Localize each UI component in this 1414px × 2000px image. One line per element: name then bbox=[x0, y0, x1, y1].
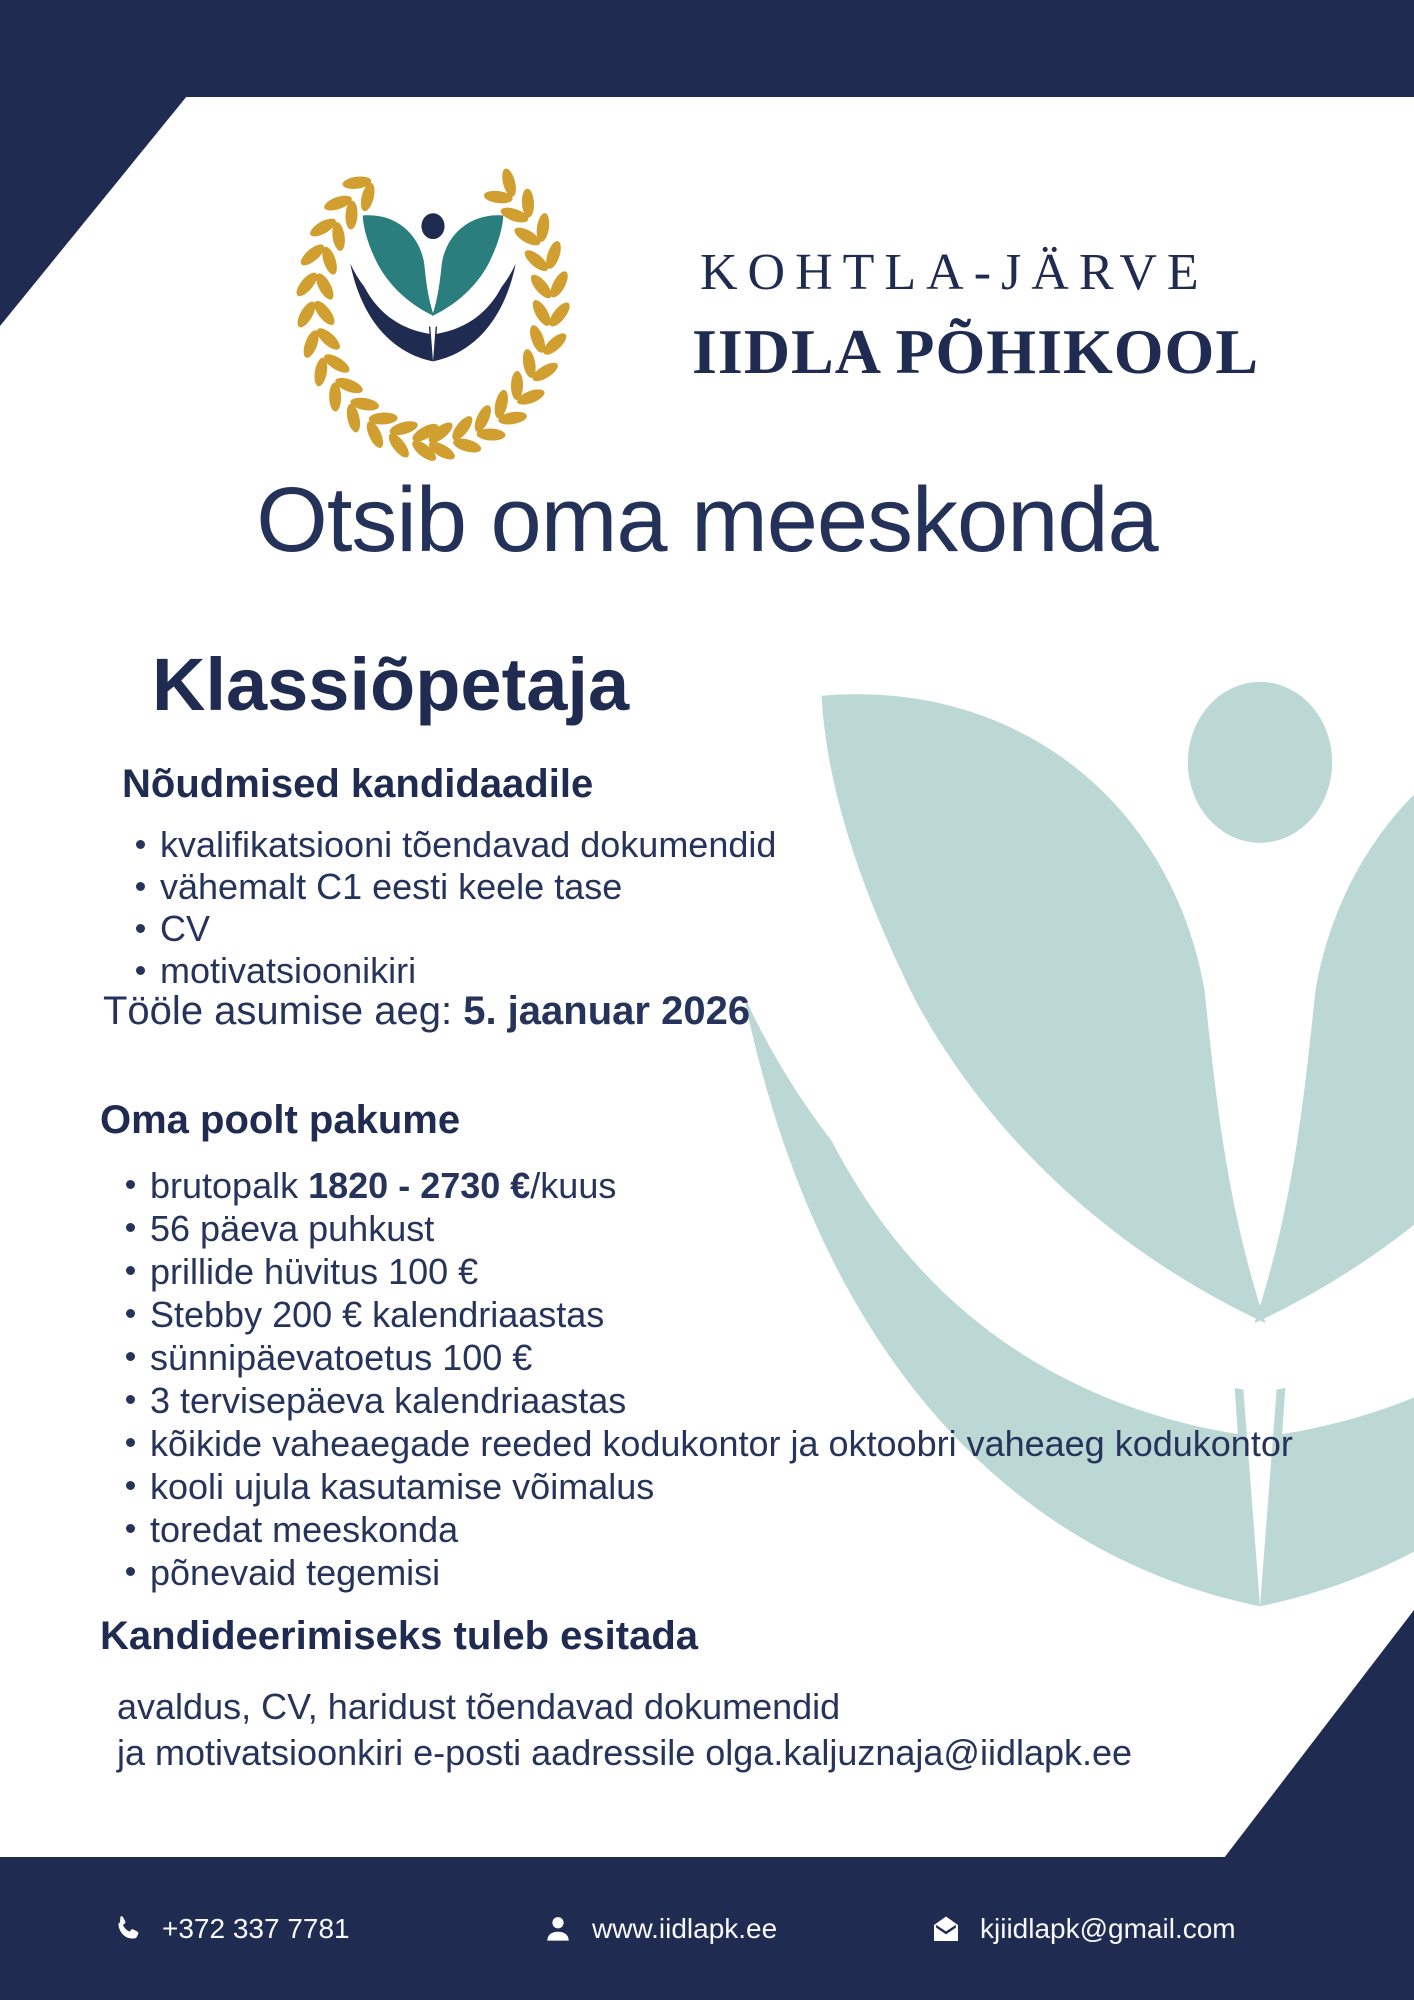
start-date-note bbox=[103, 988, 750, 1034]
school-name-line1: KOHTLA-JÄRVE bbox=[700, 244, 1209, 301]
salary-prefix: brutopalk bbox=[150, 1165, 309, 1206]
list-item: 3 tervisepäeva kalendriaastas bbox=[150, 1379, 1293, 1422]
list-item: kõikide vaheaegade reeded kodukontor ja oktoobri vaheaeg kodukontor bbox=[150, 1423, 1293, 1464]
list-item: põnevaid tegemisi bbox=[150, 1551, 1293, 1594]
apply-heading: Kandideerimiseks tuleb esitada bbox=[100, 1614, 699, 1658]
phone-icon bbox=[112, 1913, 144, 1945]
footer-bar bbox=[0, 1857, 1414, 2000]
list-item: 56 päeva puhkust bbox=[150, 1207, 1293, 1250]
offers-list bbox=[150, 1164, 1293, 1594]
start-date-value: 5. jaanuar 2026 bbox=[463, 989, 751, 1033]
list-item: motivatsioonikiri bbox=[160, 950, 776, 992]
apply-line2: ja motivatsioonkiri e-posti aadressile olga.kaljuznaja@iidlapk.ee bbox=[117, 1732, 1133, 1773]
list-item: toredat meeskonda bbox=[150, 1508, 1293, 1551]
salary-item bbox=[150, 1164, 1293, 1207]
requirements-list bbox=[160, 824, 776, 992]
person-icon bbox=[542, 1913, 574, 1945]
school-name-line2: IIDLA PÕHIKOOL bbox=[692, 316, 1259, 387]
footer-website-text: www.iidlapk.ee bbox=[592, 1912, 778, 1944]
footer-email-contact bbox=[930, 1857, 1236, 2000]
envelope-icon bbox=[930, 1913, 962, 1945]
list-item: kvalifikatsiooni tõendavad dokumendid bbox=[160, 824, 777, 865]
salary-suffix: /kuus bbox=[530, 1165, 617, 1206]
list-item: CV bbox=[160, 908, 776, 950]
apply-line1: avaldus, CV, haridust tõendavad dokumendid bbox=[117, 1686, 841, 1727]
apply-instructions bbox=[117, 1684, 1132, 1776]
top-banner-shape bbox=[0, 0, 1414, 97]
page-title: Otsib oma meeskonda bbox=[256, 469, 1158, 571]
footer-website-contact bbox=[542, 1857, 777, 2000]
footer-phone-text: +372 337 7781 bbox=[162, 1912, 350, 1944]
start-date-label: Tööle asumise aeg: bbox=[103, 989, 464, 1033]
job-role-title: Klassiõpetaja bbox=[152, 643, 630, 726]
footer-email-text: kjiidlapk@gmail.com bbox=[980, 1912, 1236, 1944]
requirements-heading: Nõudmised kandidaadile bbox=[122, 762, 594, 806]
list-item: prillide hüvitus 100 € bbox=[150, 1250, 1293, 1293]
book-person-icon bbox=[350, 213, 516, 361]
footer-phone-contact bbox=[112, 1857, 350, 2000]
list-item: sünnipäevatoetus 100 € bbox=[150, 1336, 1293, 1379]
offers-heading: Oma poolt pakume bbox=[100, 1098, 461, 1142]
list-item: Stebby 200 € kalendriaastas bbox=[150, 1293, 1293, 1336]
list-item: vähemalt C1 eesti keele tase bbox=[160, 866, 776, 908]
salary-amount: 1820 - 2730 € bbox=[308, 1165, 531, 1206]
top-left-triangle-shape bbox=[0, 96, 187, 326]
list-item: kooli ujula kasutamise võimalus bbox=[150, 1465, 1293, 1508]
school-logo bbox=[240, 130, 620, 462]
